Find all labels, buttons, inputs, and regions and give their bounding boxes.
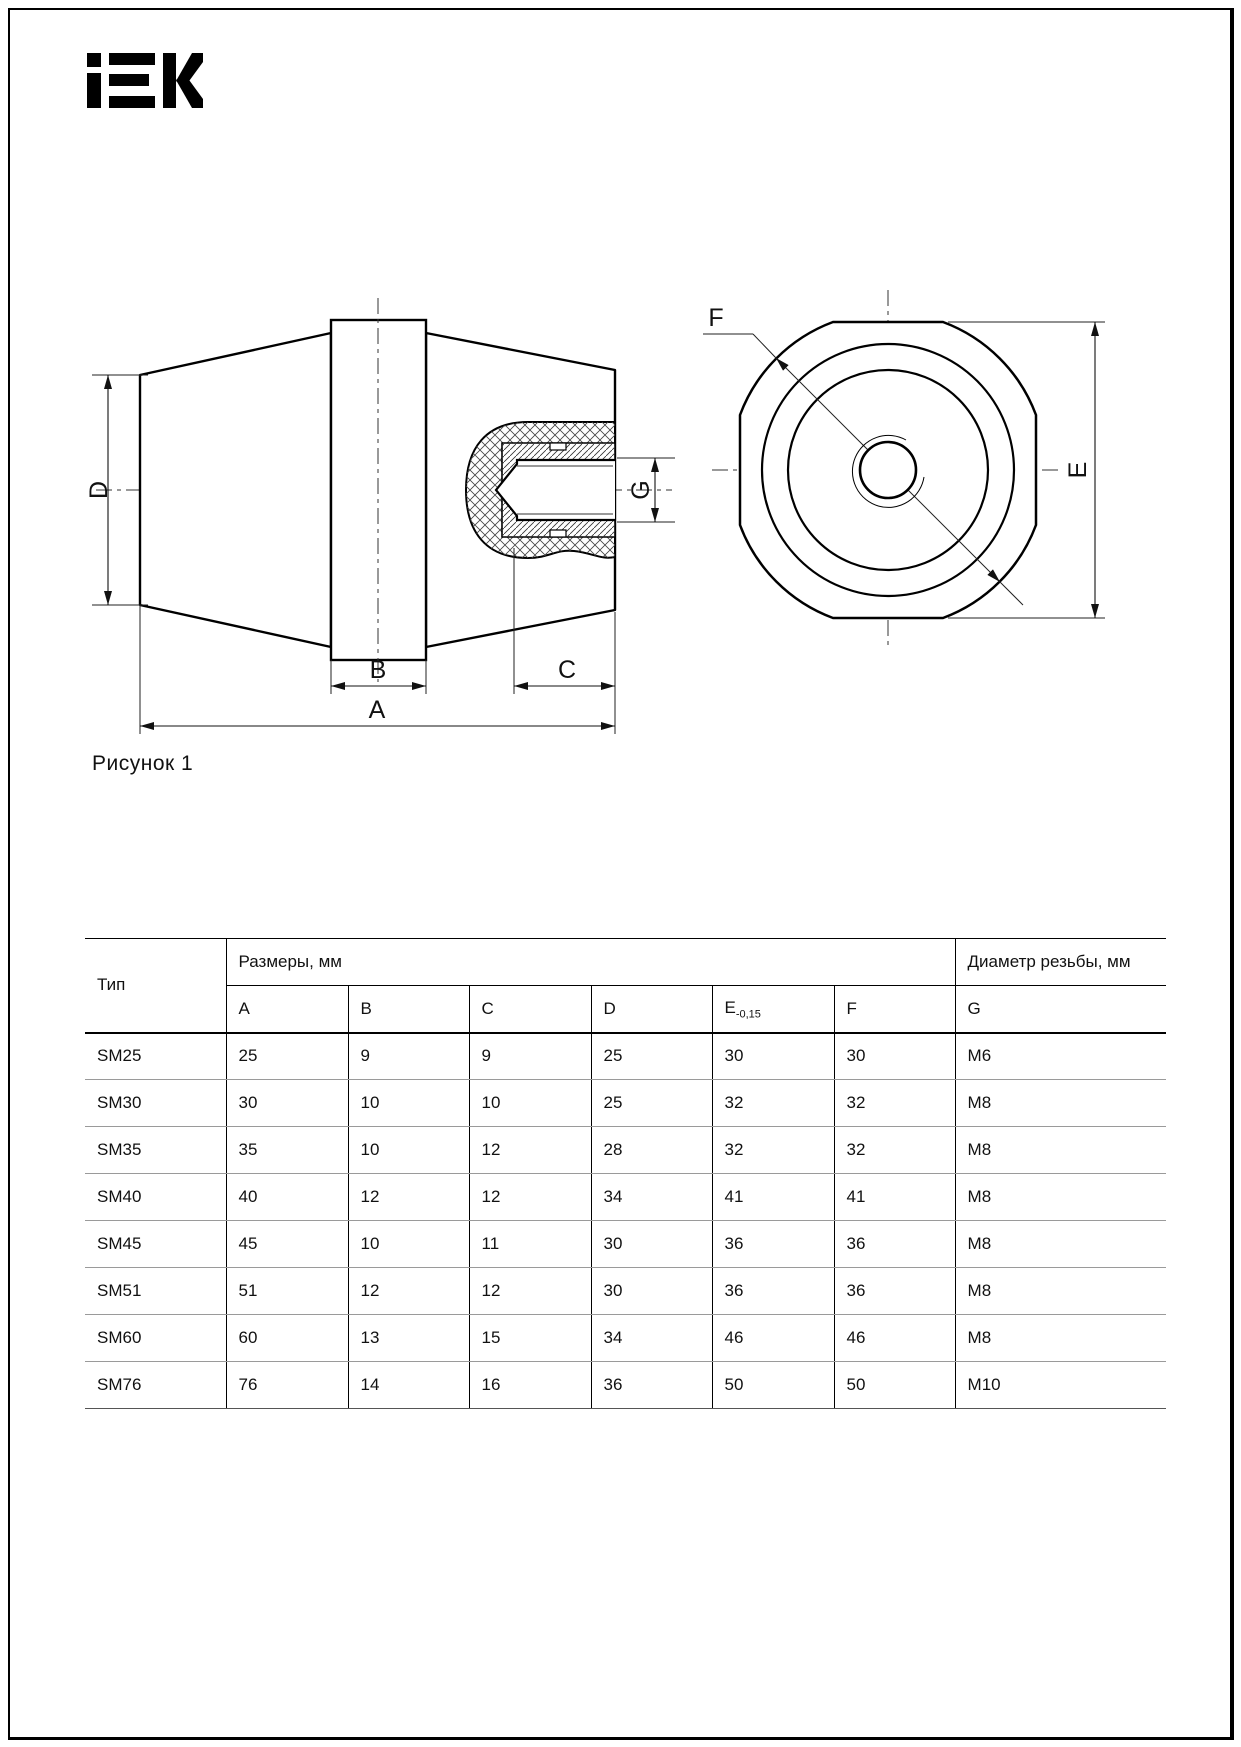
table-row xyxy=(85,1362,1166,1409)
side-section-view xyxy=(85,298,675,734)
type-cell: SM76 xyxy=(85,1362,226,1409)
dimension-cell-c: 16 xyxy=(469,1362,591,1409)
header-row-groups xyxy=(85,939,1166,986)
dimension-cell-g: M8 xyxy=(955,1221,1166,1268)
type-cell: SM40 xyxy=(85,1174,226,1221)
dimension-cell-e: 46 xyxy=(712,1315,834,1362)
dimension-cell-g: M8 xyxy=(955,1080,1166,1127)
table-row xyxy=(85,1315,1166,1362)
dimension-cell-a: 45 xyxy=(226,1221,348,1268)
figure-1-drawing xyxy=(0,0,1241,800)
dimension-cell-e: 32 xyxy=(712,1127,834,1174)
col-header-type: Тип xyxy=(85,939,226,1033)
dimension-cell-b: 9 xyxy=(348,1033,469,1080)
dimension-cell-f: 50 xyxy=(834,1362,955,1409)
dim-label-a: A xyxy=(368,696,386,724)
col-header-b: B xyxy=(348,986,469,1033)
dimension-cell-f: 32 xyxy=(834,1127,955,1174)
dim-label-c: C xyxy=(557,656,577,684)
spec-table-container xyxy=(85,938,1166,1409)
dimension-cell-c: 15 xyxy=(469,1315,591,1362)
dimension-cell-a: 25 xyxy=(226,1033,348,1080)
dimension-cell-d: 30 xyxy=(591,1221,712,1268)
dimension-cell-e: 36 xyxy=(712,1221,834,1268)
dimension-cell-g: M10 xyxy=(955,1362,1166,1409)
dimension-cell-c: 10 xyxy=(469,1080,591,1127)
insert-notch-bottom xyxy=(550,530,566,537)
dim-label-d: D xyxy=(85,480,113,500)
dimension-cell-a: 51 xyxy=(226,1268,348,1315)
table-row xyxy=(85,1221,1166,1268)
dimension-cell-a: 30 xyxy=(226,1080,348,1127)
dimension-cell-d: 25 xyxy=(591,1080,712,1127)
dimension-cell-a: 76 xyxy=(226,1362,348,1409)
figure-caption: Рисунок 1 xyxy=(92,752,194,775)
dimension-cell-g: M6 xyxy=(955,1033,1166,1080)
table-row xyxy=(85,1080,1166,1127)
col-header-g: G xyxy=(955,986,1166,1033)
dimension-cell-c: 11 xyxy=(469,1221,591,1268)
type-cell: SM60 xyxy=(85,1315,226,1362)
dimension-cell-e: 41 xyxy=(712,1174,834,1221)
dimension-cell-g: M8 xyxy=(955,1127,1166,1174)
dimension-cell-f: 46 xyxy=(834,1315,955,1362)
dimension-cell-c: 12 xyxy=(469,1268,591,1315)
dimension-cell-b: 12 xyxy=(348,1268,469,1315)
dimension-cell-d: 30 xyxy=(591,1268,712,1315)
dimension-cell-b: 10 xyxy=(348,1080,469,1127)
dimension-cell-f: 36 xyxy=(834,1268,955,1315)
thread-hole xyxy=(860,442,916,498)
col-header-c: C xyxy=(469,986,591,1033)
dimension-cell-g: M8 xyxy=(955,1315,1166,1362)
dimension-cell-b: 12 xyxy=(348,1174,469,1221)
dimension-cell-d: 28 xyxy=(591,1127,712,1174)
dimension-cell-a: 40 xyxy=(226,1174,348,1221)
dimension-cell-a: 35 xyxy=(226,1127,348,1174)
insulator-body-left xyxy=(140,333,331,647)
dimension-cell-e: 50 xyxy=(712,1362,834,1409)
type-cell: SM51 xyxy=(85,1268,226,1315)
dimension-cell-c: 12 xyxy=(469,1174,591,1221)
table-row xyxy=(85,1033,1166,1080)
dimension-cell-d: 34 xyxy=(591,1174,712,1221)
dimension-cell-e: 36 xyxy=(712,1268,834,1315)
header-row-letters xyxy=(85,986,1166,1033)
col-header-e: $E_{-0,15}$ xyxy=(712,986,834,1033)
col-header-thread: Диаметр резьбы, мм xyxy=(955,939,1166,986)
dimension-cell-c: 12 xyxy=(469,1127,591,1174)
dimension-cell-g: M8 xyxy=(955,1268,1166,1315)
col-header-d: D xyxy=(591,986,712,1033)
dimension-cell-f: 41 xyxy=(834,1174,955,1221)
table-row xyxy=(85,1174,1166,1221)
type-cell: SM30 xyxy=(85,1080,226,1127)
dimension-cell-b: 13 xyxy=(348,1315,469,1362)
type-cell: SM35 xyxy=(85,1127,226,1174)
col-header-dimensions: Размеры, мм xyxy=(226,939,955,986)
dim-label-b: B xyxy=(369,656,387,684)
table-row xyxy=(85,1127,1166,1174)
dimension-cell-d: 36 xyxy=(591,1362,712,1409)
dimension-cell-b: 10 xyxy=(348,1221,469,1268)
dimension-cell-f: 32 xyxy=(834,1080,955,1127)
dimension-cell-a: 60 xyxy=(226,1315,348,1362)
dimension-cell-e: 32 xyxy=(712,1080,834,1127)
dimension-cell-d: 34 xyxy=(591,1315,712,1362)
dimension-cell-b: 10 xyxy=(348,1127,469,1174)
dimension-cell-d: 25 xyxy=(591,1033,712,1080)
spec-table xyxy=(85,938,1166,1409)
insert-notch-top xyxy=(550,443,566,450)
type-cell: SM25 xyxy=(85,1033,226,1080)
dimension-cell-c: 9 xyxy=(469,1033,591,1080)
dimension-cell-f: 30 xyxy=(834,1033,955,1080)
dimension-cell-b: 14 xyxy=(348,1362,469,1409)
col-header-f: F xyxy=(834,986,955,1033)
dimension-cell-e: 30 xyxy=(712,1033,834,1080)
e-tolerance: -0,15 xyxy=(735,1007,761,1020)
type-cell: SM45 xyxy=(85,1221,226,1268)
dimension-cell-f: 36 xyxy=(834,1221,955,1268)
front-view xyxy=(703,290,1105,650)
table-row xyxy=(85,1268,1166,1315)
dim-label-e: E xyxy=(1064,461,1092,479)
dim-label-g: G xyxy=(627,480,655,500)
dim-label-f: F xyxy=(708,304,724,332)
spec-table-body xyxy=(85,1033,1166,1409)
col-header-a: A xyxy=(226,986,348,1033)
dimension-cell-g: M8 xyxy=(955,1174,1166,1221)
